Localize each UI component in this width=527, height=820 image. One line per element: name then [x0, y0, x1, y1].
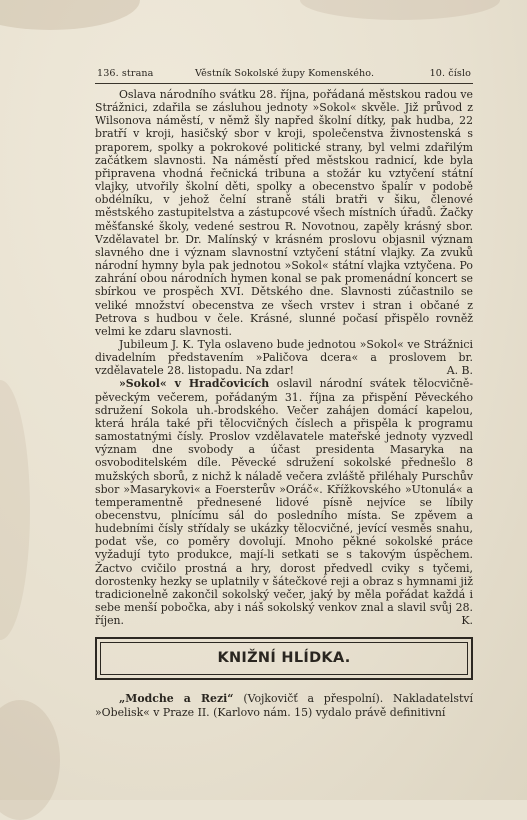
review-book-title: „Modche a Rezi“: [119, 692, 234, 705]
jubileum-text: Jubileum J. K. Tyla oslaveno bude jednotou »Sokol« ve Strážnici divadelním představením »Paličova dcera« a proslovem br. vzdělavatele 28. listopadu. Na zdar!: [95, 337, 473, 378]
review-body: [95, 692, 473, 719]
paragraph-oslava: Oslava národního svátku 28. října, pořádaná městskou radou ve Strážnici, zdařila se zásluhou jednoty »Sokol« skvěle. Již průvod z Wilsonova náměstí, v němž šly napřed školní dítky, pak hudba, 22 bratří v kroji, hasičský sbor v kroji, společenstva živnostenská s praporem, spolky a pokrokové politické strany, byl velmi zdařilým začátkem slavnosti. Na náměstí před městskou radnicí, kde byla připravena vhodná řečnická tribuna a stožár ku vztyčení státní vlajky, utvořily školní děti, spolky a obecenstvo špalír v podobě obdélníku, v jehož čelní straně stáli bratři v šiku, členové městského zastupitelstva a zástupcové všech místních úřadů. Žačky měšťanské školy, vedené sestrou R. Novotnou, zapěly krásný sbor. Vzdělavatel br. Dr. Malínský v krásném proslovu objasnil význam slavného dne i význam slavnostní vztyčení státní vlajky. Za zvuků národní hymny byla pak jednotou »Sokol« státní vlajka vztyčena. Po zahrání obou národních hymen konal se pak promenádní koncert se sbírkou ve prospěch XVI. Dětského dne. Slavnosti zúčastnilo se veliké množství obecenstva ze všech vrstev i stran i občané z Petrova s hudbou v čele. Krásné, slunné počasí přispělo rovněž velmi ke zdaru slavnosti.: [95, 88, 473, 338]
section-title: KNIŽNÍ HLÍDKA.: [217, 650, 351, 666]
page-number: 136. strana: [97, 68, 154, 79]
hradcovice-heading: »Sokol« v Hradčovicích: [119, 377, 270, 391]
paper-stain: [300, 0, 500, 20]
section-box: [95, 637, 473, 680]
review-text: (Vojkovičť a přespolní). Nakladatelství »Obelisk« v Praze II. (Karlovo nám. 15) vydalo právě definitivní: [95, 692, 473, 719]
paragraph-hradcovice: [95, 377, 473, 627]
paragraph-jubileum: [95, 338, 473, 377]
article-body: [95, 88, 473, 627]
paper-stain: [0, 0, 140, 30]
running-header: [95, 67, 473, 84]
signature-ab: A. B.: [446, 364, 473, 378]
hradcovice-text: oslavil národní svátek tělocvičně-pěveckým večerem, pořádaným 31. října za přispění Pěveckého sdružení Sokola uh.-brodského. Večer zahájen domácí kapelou, která hrála také při tělocvičných číslech a přispěla k programu samostatnými čísly. Proslov vzdělavatele mateřské jednoty vyzvedl význam dne svobody a účast presidenta Masaryka na osvoboditelském díle. Pěvecké sdružení sokolské přednešlo 8 mužských sborů, z nichž k náladě večera zvláště přiléhaly Purschův sbor »Masarykovi« a Foersterův »Oráč«. Křížkovského »Utonulá« a temperamentně přednesené lidové písně nejvíce se líbily obecenstvu, plnícímu sál do posledního místa. Se zpěvem a hudebními čísly střídaly se ukázky tělocvičné, jevící vesměs snahu, podat vše, co poměry dovolují. Mnoho pěkné sokolské práce vyžadují tyto produkce, mají-li setkati se s takovým úspěchem. Žactvo cvičilo prostná a hry, dorost předvedl cviky s tyčemi, dorostenky hezky se uplatnily v šátečkové reji a obraz s hymnami již tradicionelně zakončil sokolský večer, jaký by měla pořádat každá i sebe menší pobočka, aby i náš sokolský venkov znal a slavil svůj 28. říjen.: [95, 377, 473, 628]
journal-title: Věstník Sokolské župy Komenského.: [195, 68, 375, 79]
paper-stain: [0, 700, 60, 820]
review-paragraph: [95, 692, 473, 719]
signature-k: K.: [461, 614, 473, 628]
paper-stain: [0, 380, 30, 640]
issue-number: 10. číslo: [429, 68, 471, 79]
